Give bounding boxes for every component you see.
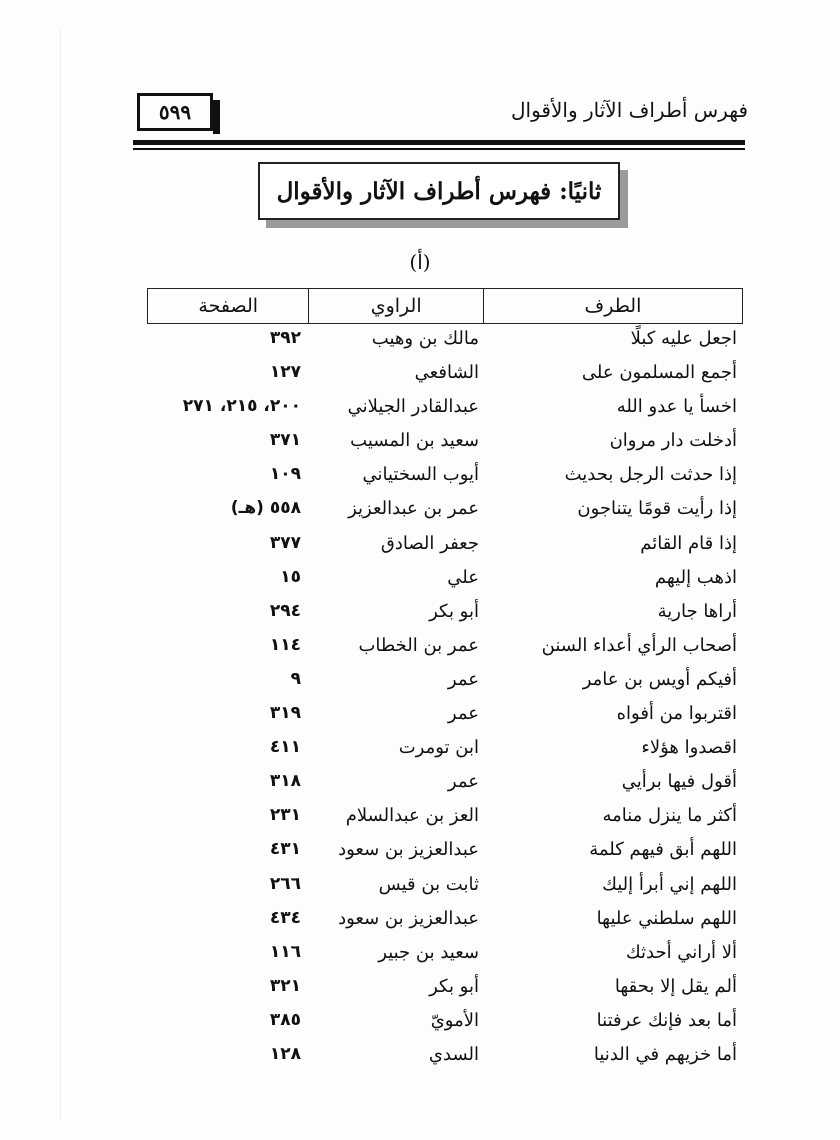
row-rawi: عمر bbox=[447, 771, 479, 793]
row-taraf: ألا أراني أحدثك bbox=[625, 941, 737, 963]
table-row bbox=[147, 426, 743, 460]
row-page: ١٥ bbox=[280, 566, 301, 587]
table-row bbox=[147, 1040, 743, 1074]
table-row bbox=[147, 767, 743, 801]
row-rawi: مالك بن وهيب bbox=[371, 328, 479, 349]
row-taraf: ألم يقل إلا بحقها bbox=[614, 975, 737, 997]
row-rawi: أبو بكر bbox=[429, 975, 479, 997]
column-header-rawi: الراوي bbox=[308, 289, 483, 323]
row-rawi: السدي bbox=[428, 1043, 479, 1065]
table-row bbox=[147, 733, 743, 767]
row-rawi: العز بن عبدالسلام bbox=[345, 805, 479, 827]
row-page: ٣١٩ bbox=[269, 703, 301, 724]
row-rawi: سعيد بن المسيب bbox=[350, 430, 479, 452]
table-row bbox=[147, 460, 743, 494]
row-page: ١٠٩ bbox=[269, 464, 301, 485]
row-page: ٣٧١ bbox=[269, 430, 301, 451]
row-rawi: الشافعي bbox=[414, 362, 479, 384]
table-row bbox=[147, 1006, 743, 1040]
table-row bbox=[147, 801, 743, 835]
table-row bbox=[147, 597, 743, 631]
section-title-box bbox=[258, 162, 620, 220]
row-page: ٢٣١ bbox=[269, 805, 301, 826]
header-rule-thick bbox=[133, 140, 745, 145]
row-taraf: اللهم أبق فيهم كلمة bbox=[589, 839, 737, 861]
table-header bbox=[147, 288, 743, 324]
row-taraf: اخسأ يا عدو الله bbox=[616, 396, 737, 418]
row-page: ١٢٨ bbox=[269, 1043, 301, 1064]
row-taraf: أفيكم أويس بن عامر bbox=[582, 668, 737, 690]
table-row bbox=[147, 358, 743, 392]
row-page: ٤٣١ bbox=[269, 839, 301, 860]
row-page: ٩ bbox=[290, 668, 301, 689]
table-row bbox=[147, 699, 743, 733]
row-page: ٣٢١ bbox=[269, 975, 301, 996]
row-page: ١١٦ bbox=[269, 941, 301, 962]
row-taraf: أصحاب الرأي أعداء السنن bbox=[541, 634, 737, 656]
table-row bbox=[147, 529, 743, 563]
row-taraf: اجعل عليه كبلًا bbox=[630, 328, 737, 349]
table-row bbox=[147, 665, 743, 699]
page-number: ٥٩٩ bbox=[158, 100, 192, 124]
header-rule-thin bbox=[133, 148, 745, 150]
row-taraf: أما بعد فإنك عرفتنا bbox=[596, 1009, 737, 1031]
row-rawi: عبدالعزيز بن سعود bbox=[338, 839, 479, 861]
row-rawi: أيوب السختياني bbox=[362, 464, 479, 486]
row-taraf: إذا رأيت قومًا يتناجون bbox=[577, 498, 737, 520]
table-row bbox=[147, 392, 743, 426]
table-row bbox=[147, 631, 743, 665]
row-rawi: علي bbox=[447, 566, 479, 588]
row-page: ٣٨٥ bbox=[269, 1009, 301, 1030]
table-row bbox=[147, 835, 743, 869]
row-rawi: سعيد بن جبير bbox=[378, 941, 479, 963]
row-page: ٢٠٠، ٢١٥، ٢٧١ bbox=[182, 396, 301, 417]
letter-heading: (أ) bbox=[409, 250, 431, 274]
row-taraf: أكثر ما ينزل منامه bbox=[602, 805, 737, 827]
row-rawi: عبدالقادر الجيلاني bbox=[347, 396, 479, 418]
row-taraf: أدخلت دار مروان bbox=[609, 430, 737, 452]
row-rawi: ثابت بن قيس bbox=[378, 873, 479, 895]
row-taraf: اللهم سلطني عليها bbox=[596, 907, 737, 929]
row-taraf: إذا قام القائم bbox=[640, 532, 737, 554]
row-page: ٣٩٢ bbox=[269, 328, 301, 348]
table-row bbox=[147, 972, 743, 1006]
index-table-body bbox=[147, 324, 743, 1074]
row-taraf: أما خزيهم في الدنيا bbox=[593, 1043, 737, 1065]
row-taraf: أجمع المسلمون على bbox=[581, 362, 737, 384]
row-taraf: أراها جارية bbox=[657, 600, 737, 622]
row-page: ١٢٧ bbox=[269, 362, 301, 383]
row-rawi: عمر بن عبدالعزيز bbox=[348, 498, 479, 520]
row-page: ٢٩٤ bbox=[269, 600, 301, 621]
row-taraf: اقصدوا هؤلاء bbox=[641, 737, 737, 759]
column-header-taraf: الطرف bbox=[584, 295, 642, 317]
running-header-title: فهرس أطراف الآثار والأقوال bbox=[511, 98, 748, 122]
table-row bbox=[147, 563, 743, 597]
section-title: ثانيًا: فهرس أطراف الآثار والأقوال bbox=[276, 177, 602, 205]
row-rawi: الأمويّ bbox=[430, 1009, 479, 1031]
row-taraf: إذا حدثت الرجل بحديث bbox=[564, 464, 737, 486]
page-number-box bbox=[137, 93, 213, 131]
row-rawi: أبو بكر bbox=[429, 600, 479, 622]
row-rawi: ابن تومرت bbox=[398, 737, 479, 759]
row-taraf: اذهب إليهم bbox=[654, 566, 737, 588]
row-page: ٤١١ bbox=[269, 737, 301, 758]
table-row bbox=[147, 494, 743, 528]
row-rawi: جعفر الصادق bbox=[380, 532, 479, 554]
table-row bbox=[147, 938, 743, 972]
table-row bbox=[147, 870, 743, 904]
row-taraf: أقول فيها برأيي bbox=[621, 771, 737, 793]
row-rawi: عمر بن الخطاب bbox=[358, 634, 479, 656]
scan-margin-line bbox=[60, 30, 61, 1120]
table-row bbox=[147, 324, 743, 358]
row-rawi: عبدالعزيز بن سعود bbox=[338, 907, 479, 929]
row-page: ٣٧٧ bbox=[269, 532, 301, 553]
table-row bbox=[147, 904, 743, 938]
row-page: ٢٦٦ bbox=[269, 873, 301, 894]
row-page: ٣١٨ bbox=[269, 771, 301, 792]
column-header-page: الصفحة bbox=[198, 295, 259, 317]
row-page: ١١٤ bbox=[269, 634, 301, 655]
row-taraf: اللهم إني أبرأ إليك bbox=[602, 873, 737, 895]
row-page: ٥٥٨ (هـ) bbox=[230, 498, 301, 519]
row-page: ٤٣٤ bbox=[269, 907, 301, 928]
row-rawi: عمر bbox=[447, 703, 479, 725]
row-rawi: عمر bbox=[447, 668, 479, 690]
row-taraf: اقتربوا من أفواه bbox=[616, 703, 737, 725]
